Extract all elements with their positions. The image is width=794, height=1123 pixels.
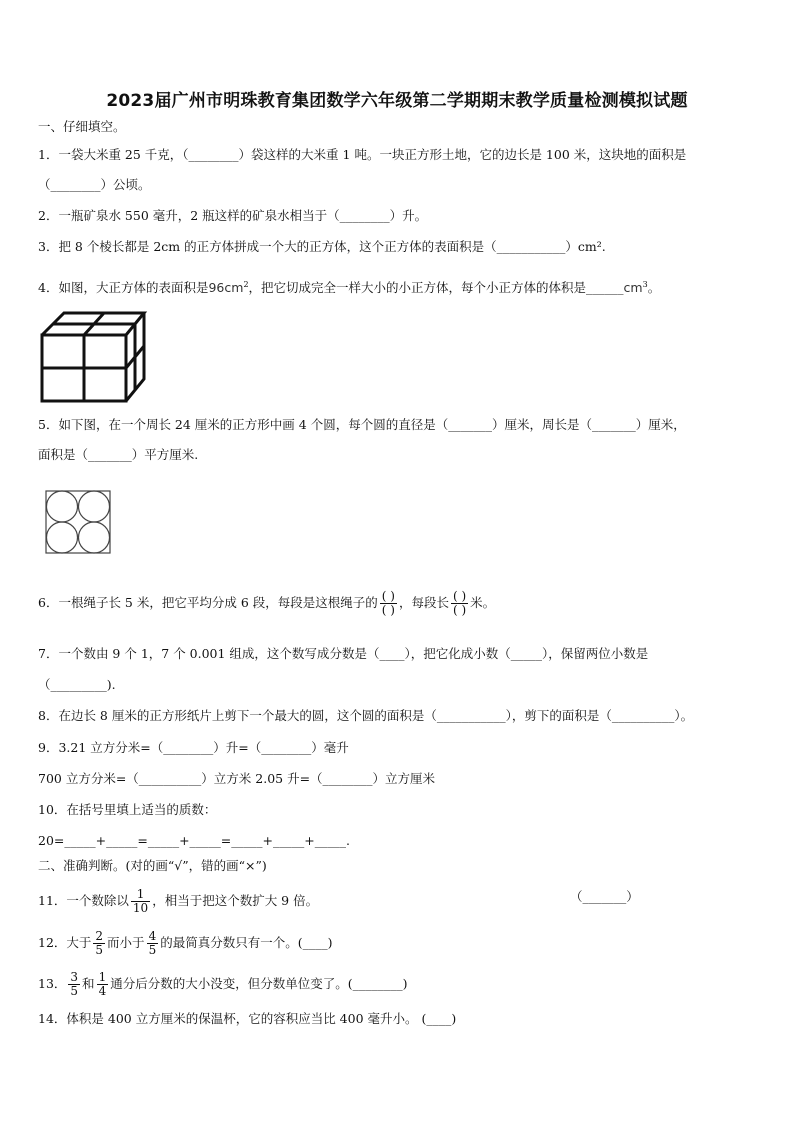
question-9-line-1: 9．3.21 立方分米=（________）升=（________）毫升 bbox=[38, 740, 349, 755]
question-7-line-2: （_________). bbox=[38, 677, 116, 692]
question-14: 14．体积是 400 立方厘米的保温杯，它的容积应当比 400 毫升小。 (____) bbox=[38, 1011, 457, 1026]
question-10: 10．在括号里填上适当的质数： bbox=[38, 802, 217, 817]
question-13: 13． $\frac{3}{5}$ 和 $\frac{1}{4}$ 通分后分数的大小没变，但分数单位变了。(________) bbox=[38, 970, 408, 998]
question-5-line-1: 5．如下图，在一个周长 24 厘米的正方形中画 4 个圆，每个圆的直径是（_______）厘米，周长是（_______）厘米， bbox=[38, 417, 686, 432]
question-6: 6．一根绳子长 5 米，把它平均分成 6 段，每段是这根绳子的 $\frac{( )}{( )}$ ，每段长 $\frac{( )}{( )}$ 米。 bbox=[38, 589, 496, 617]
question-1-line-1: 1．一袋大米重 25 千克，（________）袋这样的大米重 1 吨。一块正方形土地，它的边长是 100 米，这块地的面积是 bbox=[38, 147, 687, 162]
cube-figure bbox=[38, 305, 148, 405]
question-4: 4．如图，大正方体的表面积是$96cm^2$，把它切成完全一样大小的小正方体，每个小正方体的体积是$\_\_\_\_\_\_cm^3$。 bbox=[38, 280, 661, 296]
question-2: 2．一瓶矿泉水 550 毫升，2 瓶这样的矿泉水相当于（________）升。 bbox=[38, 208, 428, 223]
question-3: 3．把 8 个棱长都是 2cm 的正方体拼成一个大的正方体，这个正方体的表面积是（___________）cm². bbox=[38, 239, 606, 254]
question-10-answer-line: 20=_____+_____=_____+_____=_____+_____+_____. bbox=[38, 833, 350, 848]
exam-title: 2023届广州市明珠教育集团数学六年级第二学期期末教学质量检测模拟试题 bbox=[106, 91, 688, 111]
question-1-line-2: （________）公顷。 bbox=[38, 177, 151, 192]
blank-fraction-2: $\frac{( )}{( )}$ bbox=[452, 589, 467, 617]
four-circles-figure bbox=[45, 490, 111, 554]
question-7-line-1: 7．一个数由 9 个 1，7 个 0.001 组成，这个数写成分数是（____），把它化成小数（_____），保留两位小数是 bbox=[38, 646, 649, 661]
blank-fraction-1: $\frac{( )}{( )}$ bbox=[381, 589, 395, 617]
section-2-heading: 二、准确判断。(对的画“√”，错的画“×”) bbox=[38, 858, 267, 873]
question-12: 12．大于 $\frac{2}{5}$ 而小于 $\frac{4}{5}$ 的最简真分数只有一个。(____) bbox=[38, 929, 333, 957]
question-11-answer: （_______） bbox=[570, 889, 639, 904]
question-5-line-2: 面积是（_______）平方厘米. bbox=[38, 447, 199, 462]
question-8: 8．在边长 8 厘米的正方形纸片上剪下一个最大的圆，这个圆的面积是（___________），剪下的面积是（__________）。 bbox=[38, 708, 694, 723]
question-11: 11．一个数除以 $\frac{1}{10}$ ，相当于把这个数扩大 9 倍。 bbox=[38, 887, 319, 915]
question-9-line-2: 700 立方分米=（__________）立方米 2.05 升=（________）立方厘米 bbox=[38, 771, 436, 786]
section-1-heading: 一、仔细填空。 bbox=[38, 119, 126, 134]
